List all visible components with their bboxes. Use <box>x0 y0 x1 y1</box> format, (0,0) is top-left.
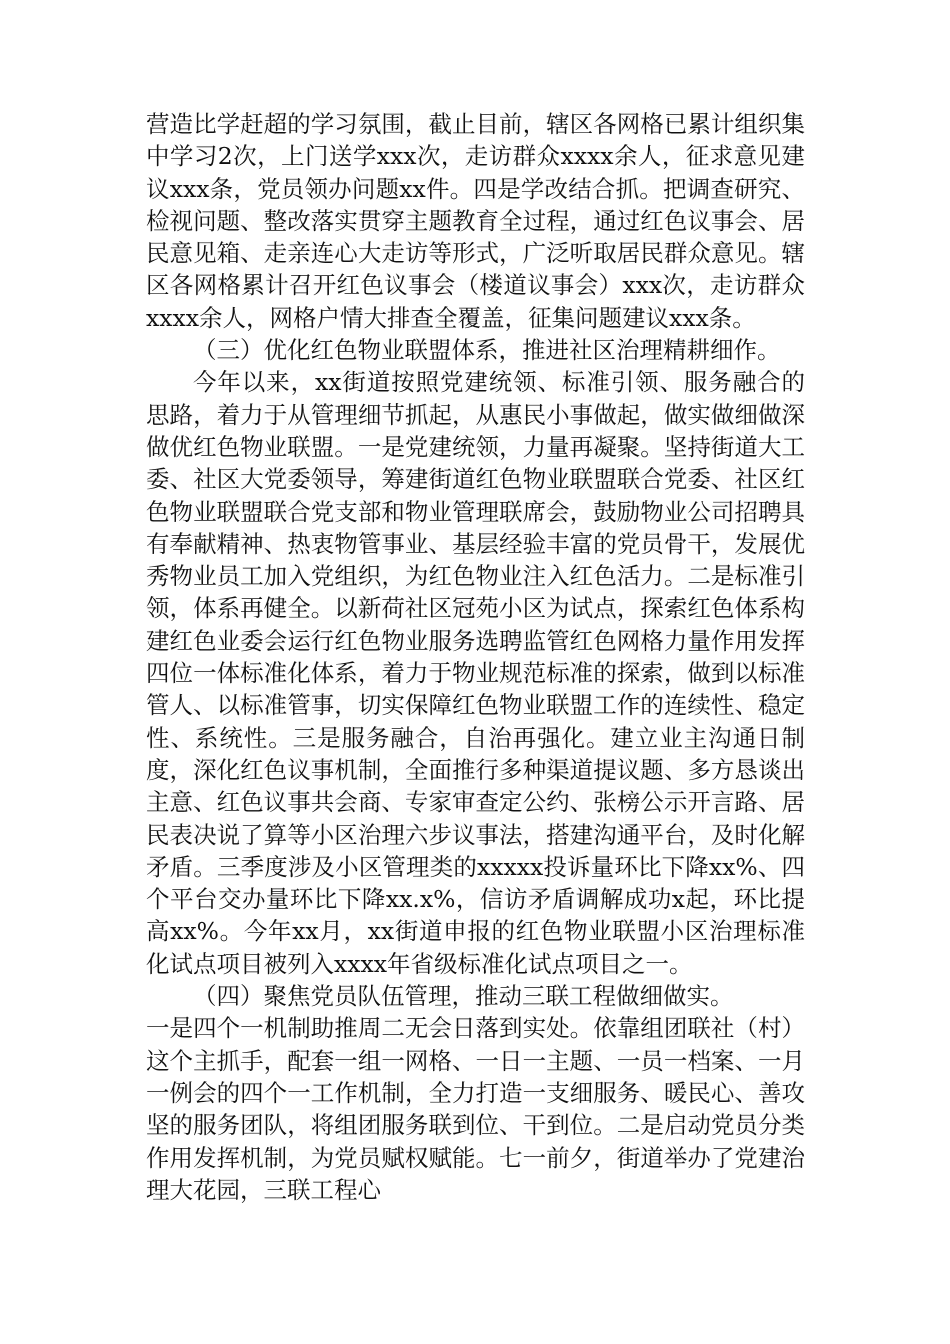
section-heading-3: （三）优化红色物业联盟体系，推进社区治理精耕细作。 <box>193 336 781 365</box>
body-paragraph-1: 营造比学赶超的学习氛围，截止目前，辖区各网格已累计组织集中学习2次，上门送学xxx次，走访群众xxxx余人，征求意见建议xxx条，党员领办问题xx件。四是学改结合抓。把调查研究、检视问题、整改落实贯穿主题教育全过程，通过红色议事会、居民意见箱、走亲连心大走访等形式，广泛听取居民群众意见。辖区各网格累计召开红色议事会（楼道议事会）xxx次，走访群众xxxx余人，网格户情大排查全覆盖，征集问题建议xxx条。 <box>146 110 805 332</box>
section-heading-4: （四）聚焦党员队伍管理，推动三联工程做细做实。 <box>193 982 734 1011</box>
body-paragraph-2: 今年以来，xx街道按照党建统领、标准引领、服务融合的思路，着力于从管理细节抓起，从惠民小事做起，做实做细做深做优红色物业联盟。一是党建统领，力量再凝聚。坚持街道大工委、社区大党委领导，筹建街道红色物业联盟联合党委、社区红色物业联盟联合党支部和物业管理联席会，鼓励物业公司招聘具有奉献精神、热衷物管事业、基层经验丰富的党员骨干，发展优秀物业员工加入党组织，为红色物业注入红色活力。二是标准引领，体系再健全。以新荷社区冠苑小区为试点，探索红色体系构建红色业委会运行红色物业服务选聘监管红色网格力量作用发挥四位一体标准化体系，着力于物业规范标准的探索，做到以标准管人、以标准管事，切实保障红色物业联盟工作的连续性、稳定性、系统性。三是服务融合，自治再强化。建立业主沟通日制度，深化红色议事机制，全面推行多种渠道提议题、多方恳谈出主意、红色议事共会商、专家审查定公约、张榜公示开言路、居民表决说了算等小区治理六步议事法，搭建沟通平台，及时化解矛盾。三季度涉及小区管理类的xxxxx投诉量环比下降xx%、四个平台交办量环比下降xx.x%，信访矛盾调解成功x起，环比提高xx%。今年xx月，xx街道申报的红色物业联盟小区治理标准化试点项目被列入xxxx年省级标准化试点项目之一。 <box>146 368 805 978</box>
body-paragraph-3: 一是四个一机制助推周二无会日落到实处。依靠组团联社（村）这个主抓手，配套一组一网格、一日一主题、一员一档案、一月一例会的四个一工作机制，全力打造一支细服务、暖民心、善攻坚的服务团队，将组团服务联到位、干到位。二是启动党员分类作用发挥机制，为党员赋权赋能。七一前夕，街道举办了党建治理大花园，三联工程心 <box>146 1014 805 1204</box>
document-page <box>146 108 805 1206</box>
